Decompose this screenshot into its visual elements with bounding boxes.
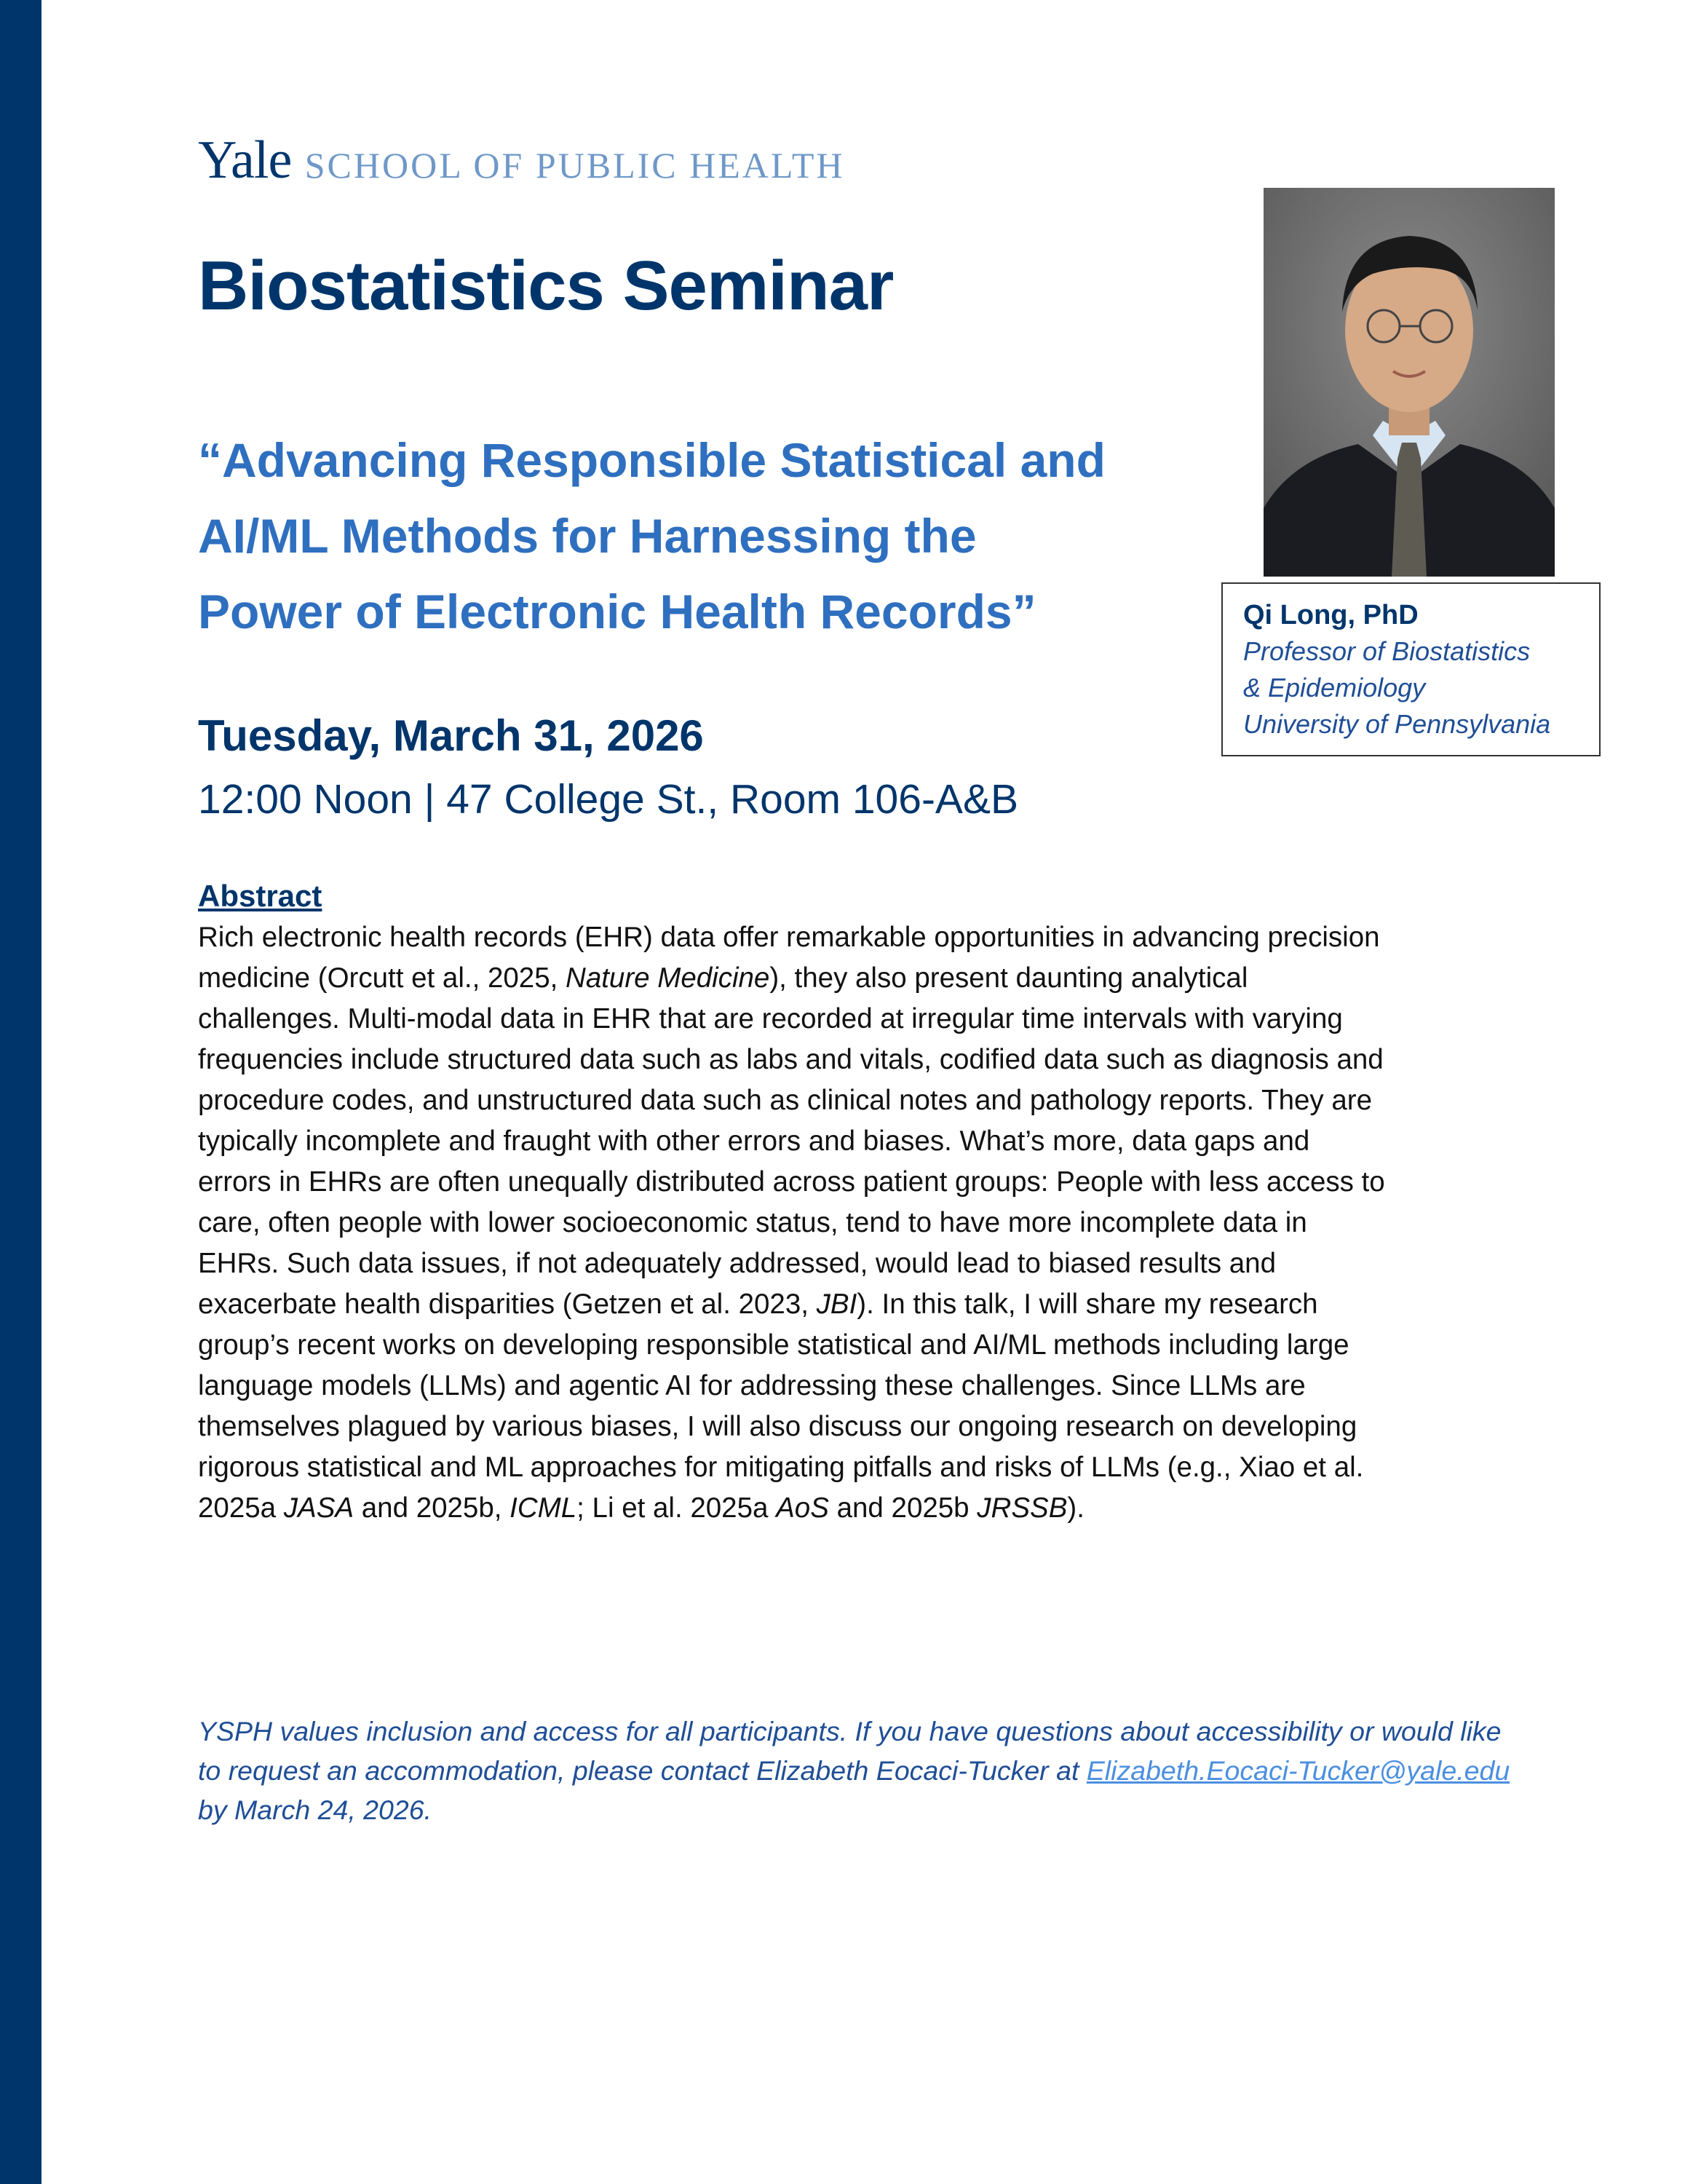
speaker-info-box (1221, 582, 1601, 756)
abstract-line: language models (LLMs) and agentic AI for addressing these challenges. Since LLMs are (198, 1370, 1306, 1401)
abstract-line: group’s recent works on developing responsible statistical and AI/ML methods including large (198, 1329, 1349, 1361)
seminar-series-title: Biostatistics Seminar (198, 247, 894, 325)
abstract-line: errors in EHRs are often unequally distributed across patient groups: People with less access to (198, 1166, 1385, 1198)
speaker-title-continued: & Epidemiology (1243, 673, 1426, 703)
abstract-heading: Abstract (198, 879, 322, 913)
abstract-line: exacerbate health disparities (Getzen et al. 2023, JBI). In this talk, I will share my research (198, 1289, 1318, 1320)
abstract-line: frequencies include structured data such as labs and vitals, codified data such as diagnosis and (198, 1044, 1384, 1075)
side-accent-bar (0, 0, 41, 2184)
contact-email-link[interactable]: Elizabeth.Eocaci-Tucker@yale.edu (1086, 1755, 1510, 1786)
abstract-line: rigorous statistical and ML approaches for mitigating pitfalls and risks of LLMs (e.g., Xiao et al. (198, 1452, 1364, 1483)
accessibility-deadline: by March 24, 2026. (198, 1795, 432, 1825)
abstract-body (198, 917, 1479, 1529)
abstract-line: themselves plagued by various biases, I will also discuss our ongoing research on developing (198, 1411, 1357, 1442)
talk-title-line: AI/ML Methods for Harnessing the (198, 509, 977, 563)
event-time-location: 12:00 Noon | 47 College St., Room 106-A&B (198, 776, 1018, 823)
accessibility-line: YSPH values inclusion and access for all participants. If you have questions about accessibility or would like (198, 1716, 1502, 1746)
yale-sph-logo (198, 130, 845, 191)
abstract-line: typically incomplete and fraught with other errors and biases. What’s more, data gaps and (198, 1125, 1310, 1157)
event-date: Tuesday, March 31, 2026 (198, 711, 704, 760)
speaker-affiliation: University of Pennsylvania (1243, 709, 1551, 739)
abstract-line: Rich electronic health records (EHR) data offer remarkable opportunities in advancing precision (198, 922, 1380, 953)
abstract-line: medicine (Orcutt et al., 2025, Nature Medicine), they also present daunting analytical (198, 962, 1248, 994)
accessibility-line: to request an accommodation, please contact Elizabeth Eocaci-Tucker at Elizabeth.Eocaci-Tucker@yale.edu (198, 1755, 1510, 1786)
talk-title-line: “Advancing Responsible Statistical and (198, 433, 1106, 487)
logo-school-name: SCHOOL OF PUBLIC HEALTH (304, 145, 845, 186)
speaker-photo (1264, 188, 1555, 577)
logo-wordmark: Yale (198, 130, 292, 190)
speaker-title: Professor of Biostatistics (1243, 636, 1531, 666)
abstract-line: EHRs. Such data issues, if not adequately addressed, would lead to biased results and (198, 1248, 1277, 1279)
talk-title-line: Power of Electronic Health Records” (198, 585, 1036, 638)
abstract-line: challenges. Multi-modal data in EHR that are recorded at irregular time intervals with varying (198, 1003, 1343, 1034)
accessibility-statement (198, 1712, 1510, 1829)
talk-title (198, 422, 1217, 649)
abstract-line: 2025a JASA and 2025b, ICML; Li et al. 2025a AoS and 2025b JRSSB). (198, 1492, 1085, 1524)
speaker-portrait-image (1264, 188, 1555, 577)
abstract-line: procedure codes, and unstructured data such as clinical notes and pathology reports. They are (198, 1085, 1372, 1116)
abstract-line: care, often people with lower socioeconomic status, tend to have more incomplete data in (198, 1207, 1307, 1238)
speaker-name: Qi Long, PhD (1243, 600, 1419, 630)
